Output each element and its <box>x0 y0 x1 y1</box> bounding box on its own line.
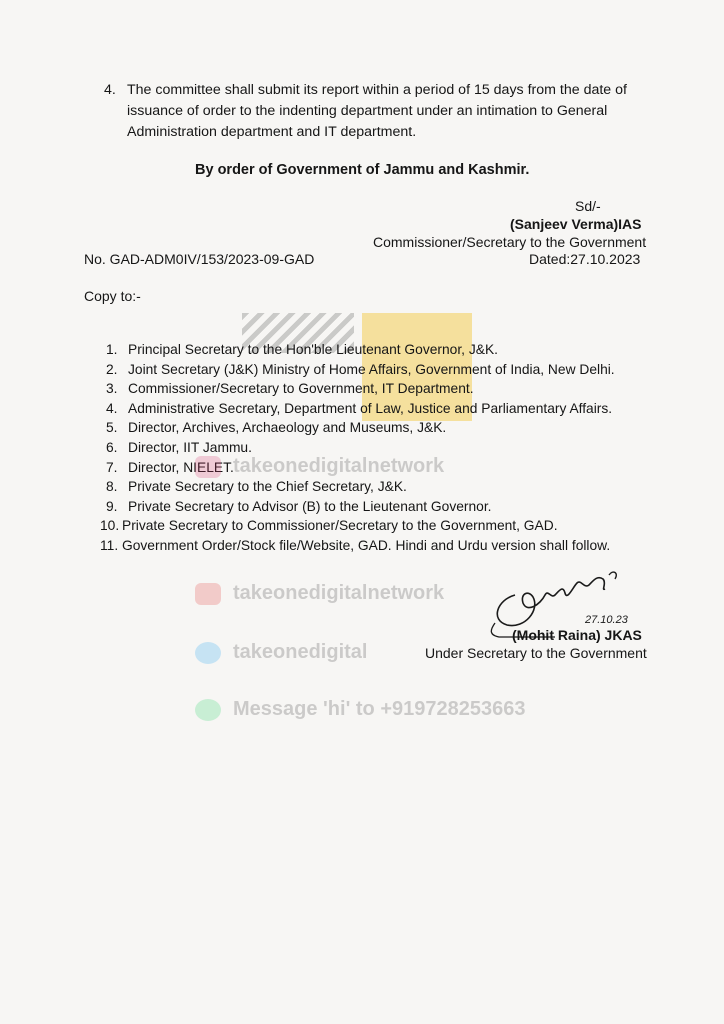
reference-number: No. GAD-ADM0IV/153/2023-09-GAD <box>84 251 315 267</box>
list-item: 2. Joint Secretary (J&K) Ministry of Home Affairs, Government of India, New Delhi. <box>106 361 615 377</box>
order-line: By order of Government of Jammu and Kashmir. <box>195 162 530 178</box>
list-item: 1. Principal Secretary to the Hon'ble Lieutenant Governor, J&K. <box>106 342 498 357</box>
paragraph-text: The committee shall submit its report within a period of 15 days from the date of issuance of order to the indenting department under an intimation to General Administration department and IT department. <box>127 82 627 140</box>
watermark-twitter <box>195 641 367 664</box>
watermark-whatsapp <box>195 698 525 721</box>
watermark-text: Message 'hi' to +919728253663 <box>233 698 526 720</box>
watermark-instagram <box>195 455 444 478</box>
list-item: 7. Director, NIELET. <box>106 459 234 475</box>
under-secretary-name: (Mohit Raina) JKAS <box>512 627 642 643</box>
instagram-icon <box>195 456 221 478</box>
list-item: 6. Director, IIT Jammu. <box>106 439 252 455</box>
copy-to-heading: Copy to:- <box>84 288 141 304</box>
list-item: 5. Director, Archives, Archaeology and Museums, J&K. <box>106 420 447 436</box>
signatory-name: (Sanjeev Verma)IAS <box>510 216 642 232</box>
list-item: 10. Private Secretary to Commissioner/Secretary to the Government, GAD. <box>100 518 558 534</box>
signature-date: 27.10.23 <box>585 614 628 626</box>
order-date: Dated:27.10.2023 <box>529 251 641 267</box>
list-item: 8. Private Secretary to the Chief Secretary, J&K. <box>106 479 407 495</box>
list-item: 3. Commissioner/Secretary to Government, IT Department. <box>106 381 474 397</box>
watermark-text: takeonedigital <box>233 641 368 663</box>
twitter-icon <box>195 642 221 664</box>
youtube-icon <box>195 583 221 605</box>
list-item: 11. Government Order/Stock file/Website, GAD. Hindi and Urdu version shall follow. <box>100 537 611 553</box>
paragraph-number: 4. <box>104 82 116 98</box>
copy-list <box>100 340 615 556</box>
under-secretary-designation: Under Secretary to the Government <box>425 645 647 661</box>
whatsapp-icon <box>195 699 221 721</box>
list-item: 9. Private Secretary to Advisor (B) to the Lieutenant Governor. <box>106 498 492 514</box>
watermark-youtube <box>195 582 444 605</box>
watermark-text: takeonedigitalnetwork <box>233 582 445 604</box>
signed-mark: Sd/- <box>575 198 601 214</box>
signatory-designation: Commissioner/Secretary to the Government <box>373 234 647 250</box>
watermark-text: takeonedigitalnetwork <box>233 455 445 477</box>
list-item: 4. Administrative Secretary, Department of Law, Justice and Parliamentary Affairs. <box>106 400 613 416</box>
